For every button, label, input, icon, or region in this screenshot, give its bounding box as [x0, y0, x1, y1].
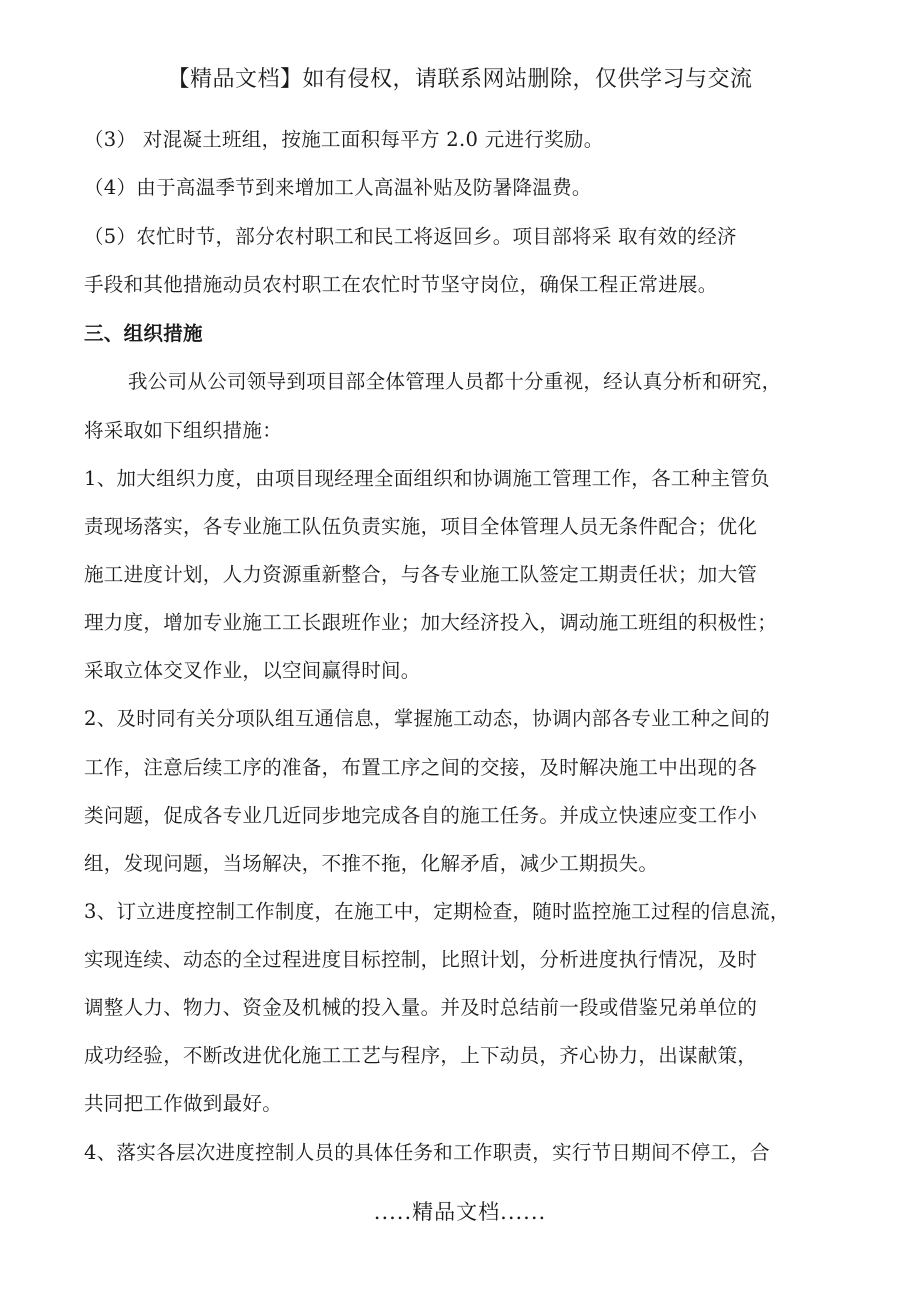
item3-line-1: 3、订立进度控制工作制度，在施工中，定期检查，随时监控施工过程的信息流， — [84, 900, 790, 923]
item3-line-2: 实现连续、动态的全过程进度目标控制，比照计划，分析进度执行情况，及时 — [84, 948, 758, 971]
item2-line-3: 类问题，促成各专业几近同步地完成各自的施工任务。并成立快速应变工作小 — [84, 804, 758, 827]
item1-line-1: 1、加大组织力度，由项目现经理全面组织和协调施工管理工作，各工种主管负 — [84, 467, 770, 490]
item1-line-4: 理力度，增加专业施工工长跟班作业；加大经济投入，调动施工班组的积极性； — [84, 611, 778, 634]
paragraph-line-3: （3） 对混凝土班组，按施工面积每平方 2.0 元进行奖励。 — [84, 128, 604, 151]
paragraph-line-5a: （5）农忙时节，部分农村职工和民工将返回乡。项目部将采 取有效的经济 — [84, 225, 737, 248]
item2-line-4: 组，发现问题，当场解决，不推不拖，化解矛盾，减少工期损失。 — [84, 852, 659, 875]
item1-line-2: 责现场落实，各专业施工队伍负责实施，项目全体管理人员无条件配合；优化 — [84, 515, 758, 538]
item3-line-4: 成功经验，不断改进优化施工工艺与程序，上下动员，齐心协力，出谋献策， — [84, 1044, 758, 1067]
paragraph-line-5b: 手段和其他措施动员农村职工在农忙时节坚守岗位，确保工程正常进展。 — [84, 273, 718, 296]
section-heading: 三、组织措施 — [84, 322, 203, 345]
item3-line-5: 共同把工作做到最好。 — [84, 1092, 283, 1115]
intro-line-2: 将采取如下组织措施： — [84, 419, 283, 442]
item3-line-3: 调整人力、物力、资金及机械的投入量。并及时总结前一段或借鉴兄弟单位的 — [84, 996, 758, 1019]
intro-line-1: 我公司从公司领导到项目部全体管理人员都十分重视，经认真分析和研究， — [128, 370, 782, 393]
item2-line-1: 2、及时同有关分项队组互通信息，掌握施工动态，协调内部各专业工种之间的 — [84, 707, 770, 730]
page-footer: .....精品文档...... — [373, 1200, 547, 1224]
page-header: 【精品文档】如有侵权，请联系网站删除，仅供学习与交流 — [167, 67, 753, 92]
item2-line-2: 工作，注意后续工序的准备，布置工序之间的交接，及时解决施工中出现的各 — [84, 756, 758, 779]
item4-line-1: 4、落实各层次进度控制人员的具体任务和工作职责，实行节日期间不停工，合 — [84, 1141, 770, 1164]
item1-line-5: 采取立体交叉作业，以空间赢得时间。 — [84, 659, 421, 682]
item1-line-3: 施工进度计划，人力资源重新整合，与各专业施工队签定工期责任状；加大管 — [84, 563, 758, 586]
paragraph-line-4: （4）由于高温季节到来增加工人高温补贴及防暑降温费。 — [84, 176, 592, 199]
